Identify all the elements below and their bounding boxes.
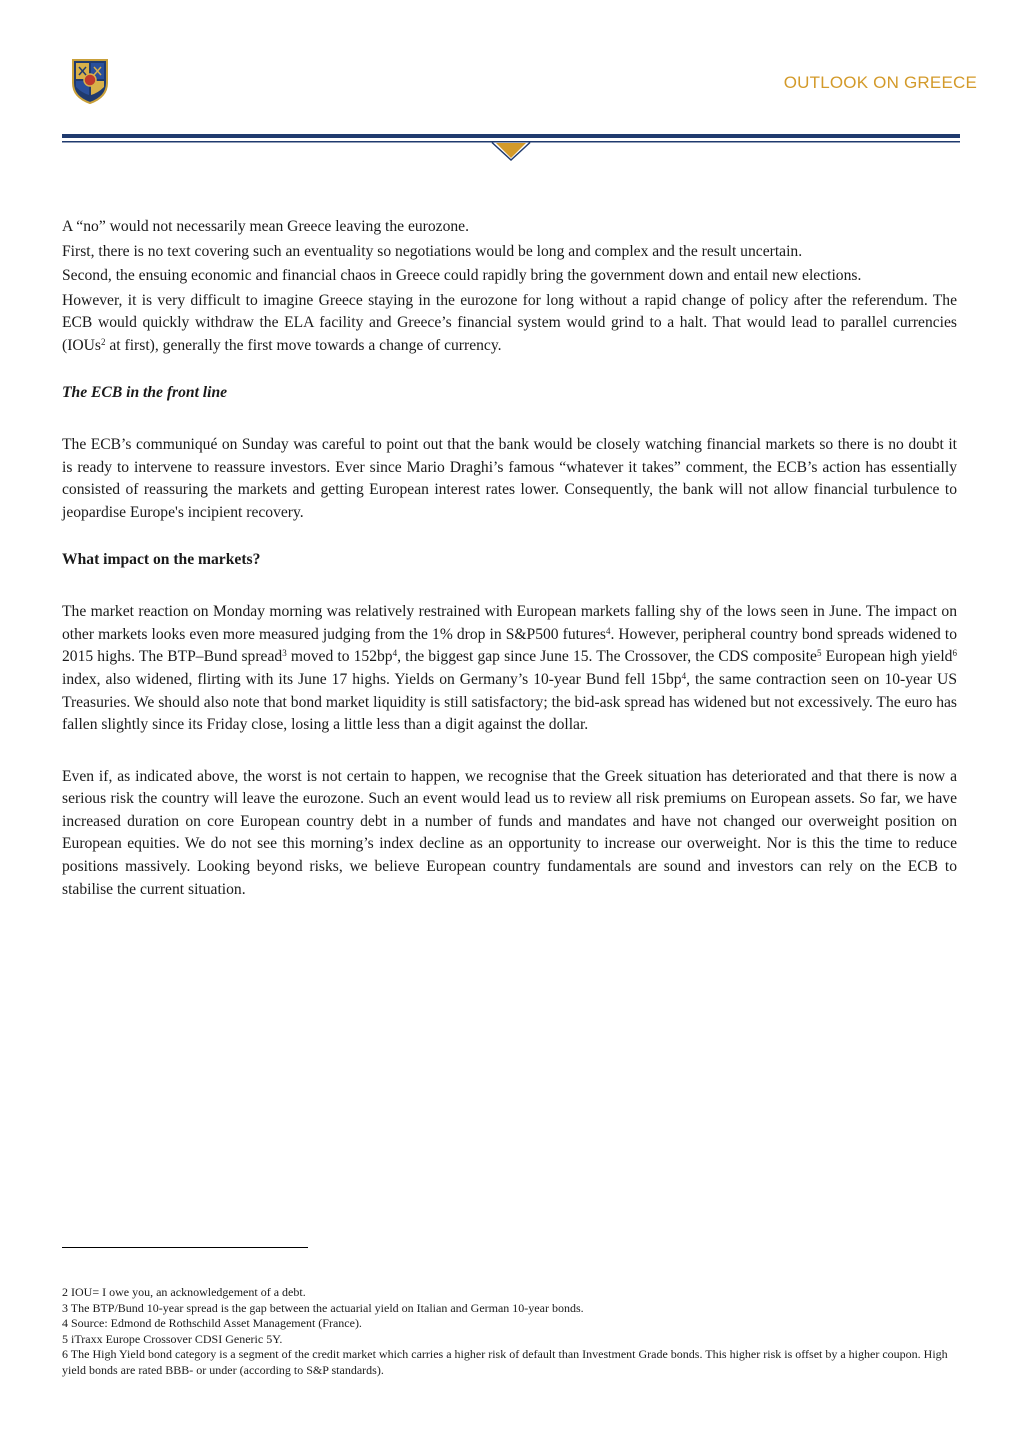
paragraph: First, there is no text covering such an eventuality so negotiations would be long and complex and the result uncertain. (62, 242, 803, 260)
footnote: 3 The BTP/Bund 10-year spread is the gap between the actuarial yield on Italian and German 10-year bonds. (62, 1300, 584, 1315)
paragraph: Even if, as indicated above, the worst is not certain to happen, we recognise that the Greek situation has deteriorated and that there is now a serious risk the country will leave the eurozone. Such an event would lead us to review all risk premiums on European assets. So far, we have increased duration on core European country debt in a number of funds and mandates and have not changed our overweight position on European equities. We do not see this morning’s index decline as an opportunity to increase our overweight. Nor is this the time to reduce positions massively. Looking beyond risks, we believe European country fundamentals are sound and investors can rely on the ECB to stabilise the current situation. (62, 767, 957, 898)
paragraph: Second, the ensuing economic and financial chaos in Greece could rapidly bring the government down and entail new elections. (62, 267, 862, 285)
footnote: 6 The High Yield bond category is a segment of the credit market which carries a higher risk of default than Investment Grade bonds. This higher risk is offset by a higher coupon. High yield bonds are rated BBB- or under (according to S&P standards). (62, 1347, 948, 1377)
footnote: 4 Source: Edmond de Rothschild Asset Management (France). (62, 1316, 362, 1331)
article-body (62, 216, 957, 903)
section-heading: What impact on the markets? (62, 550, 261, 568)
footnote-divider (62, 1247, 308, 1248)
paragraph: However, it is very difficult to imagine Greece staying in the eurozone for long without a rapid change of policy after the referendum. The ECB would quickly withdraw the ELA facility and Greece’s financial system would grind to a halt. That would lead to parallel currencies (IOUs$^2$ at first), generally the first move towards a change of currency. (62, 291, 957, 354)
header-title: OUTLOOK ON GREECE (783, 73, 977, 92)
coat-of-arms-logo (70, 57, 110, 105)
footnote: 2 IOU= I owe you, an acknowledgement of a debt. (62, 1285, 306, 1299)
paragraph: The market reaction on Monday morning was relatively restrained with European markets falling shy of the lows seen in June. The impact on other markets looks even more measured judging from the 1% drop in S&P500 futures$^4$. However, peripheral country bond spreads widened to 2015 highs. The BTP–Bund spread$^3$ moved to $152bp^4$, the biggest gap since June 15. The Crossover, the CDS composite$^5$ European high yield$^6$ index, also widened, flirting with its June 17 highs. Yields on Germany’s 10-year Bund fell $15bp^4$, the same contraction seen on 10-year US Treasuries. We should also note that bond market liquidity is still satisfactory; the bid-ask spread has widened but not excessively. The euro has fallen slightly since its Friday close, losing a little less than a digit against the dollar. (62, 603, 957, 734)
paragraph: The ECB’s communiqué on Sunday was careful to point out that the bank would be closely watching financial markets so there is no doubt it is ready to intervene to reassure investors. Ever since Mario Draghi’s famous “whatever it takes” comment, the ECB’s action has essentially consisted of reassuring the markets and getting European interest rates lower. Consequently, the bank will not allow financial turbulence to jeopardise Europe's incipient recovery. (62, 436, 957, 521)
paragraph: A “no” would not necessarily mean Greece leaving the eurozone. (62, 218, 470, 235)
footnotes (62, 1285, 952, 1379)
footnote: 5 iTraxx Europe Crossover CDSI Generic 5Y. (62, 1331, 283, 1346)
section-heading: The ECB in the front line (62, 383, 228, 401)
header-rule (62, 134, 960, 164)
